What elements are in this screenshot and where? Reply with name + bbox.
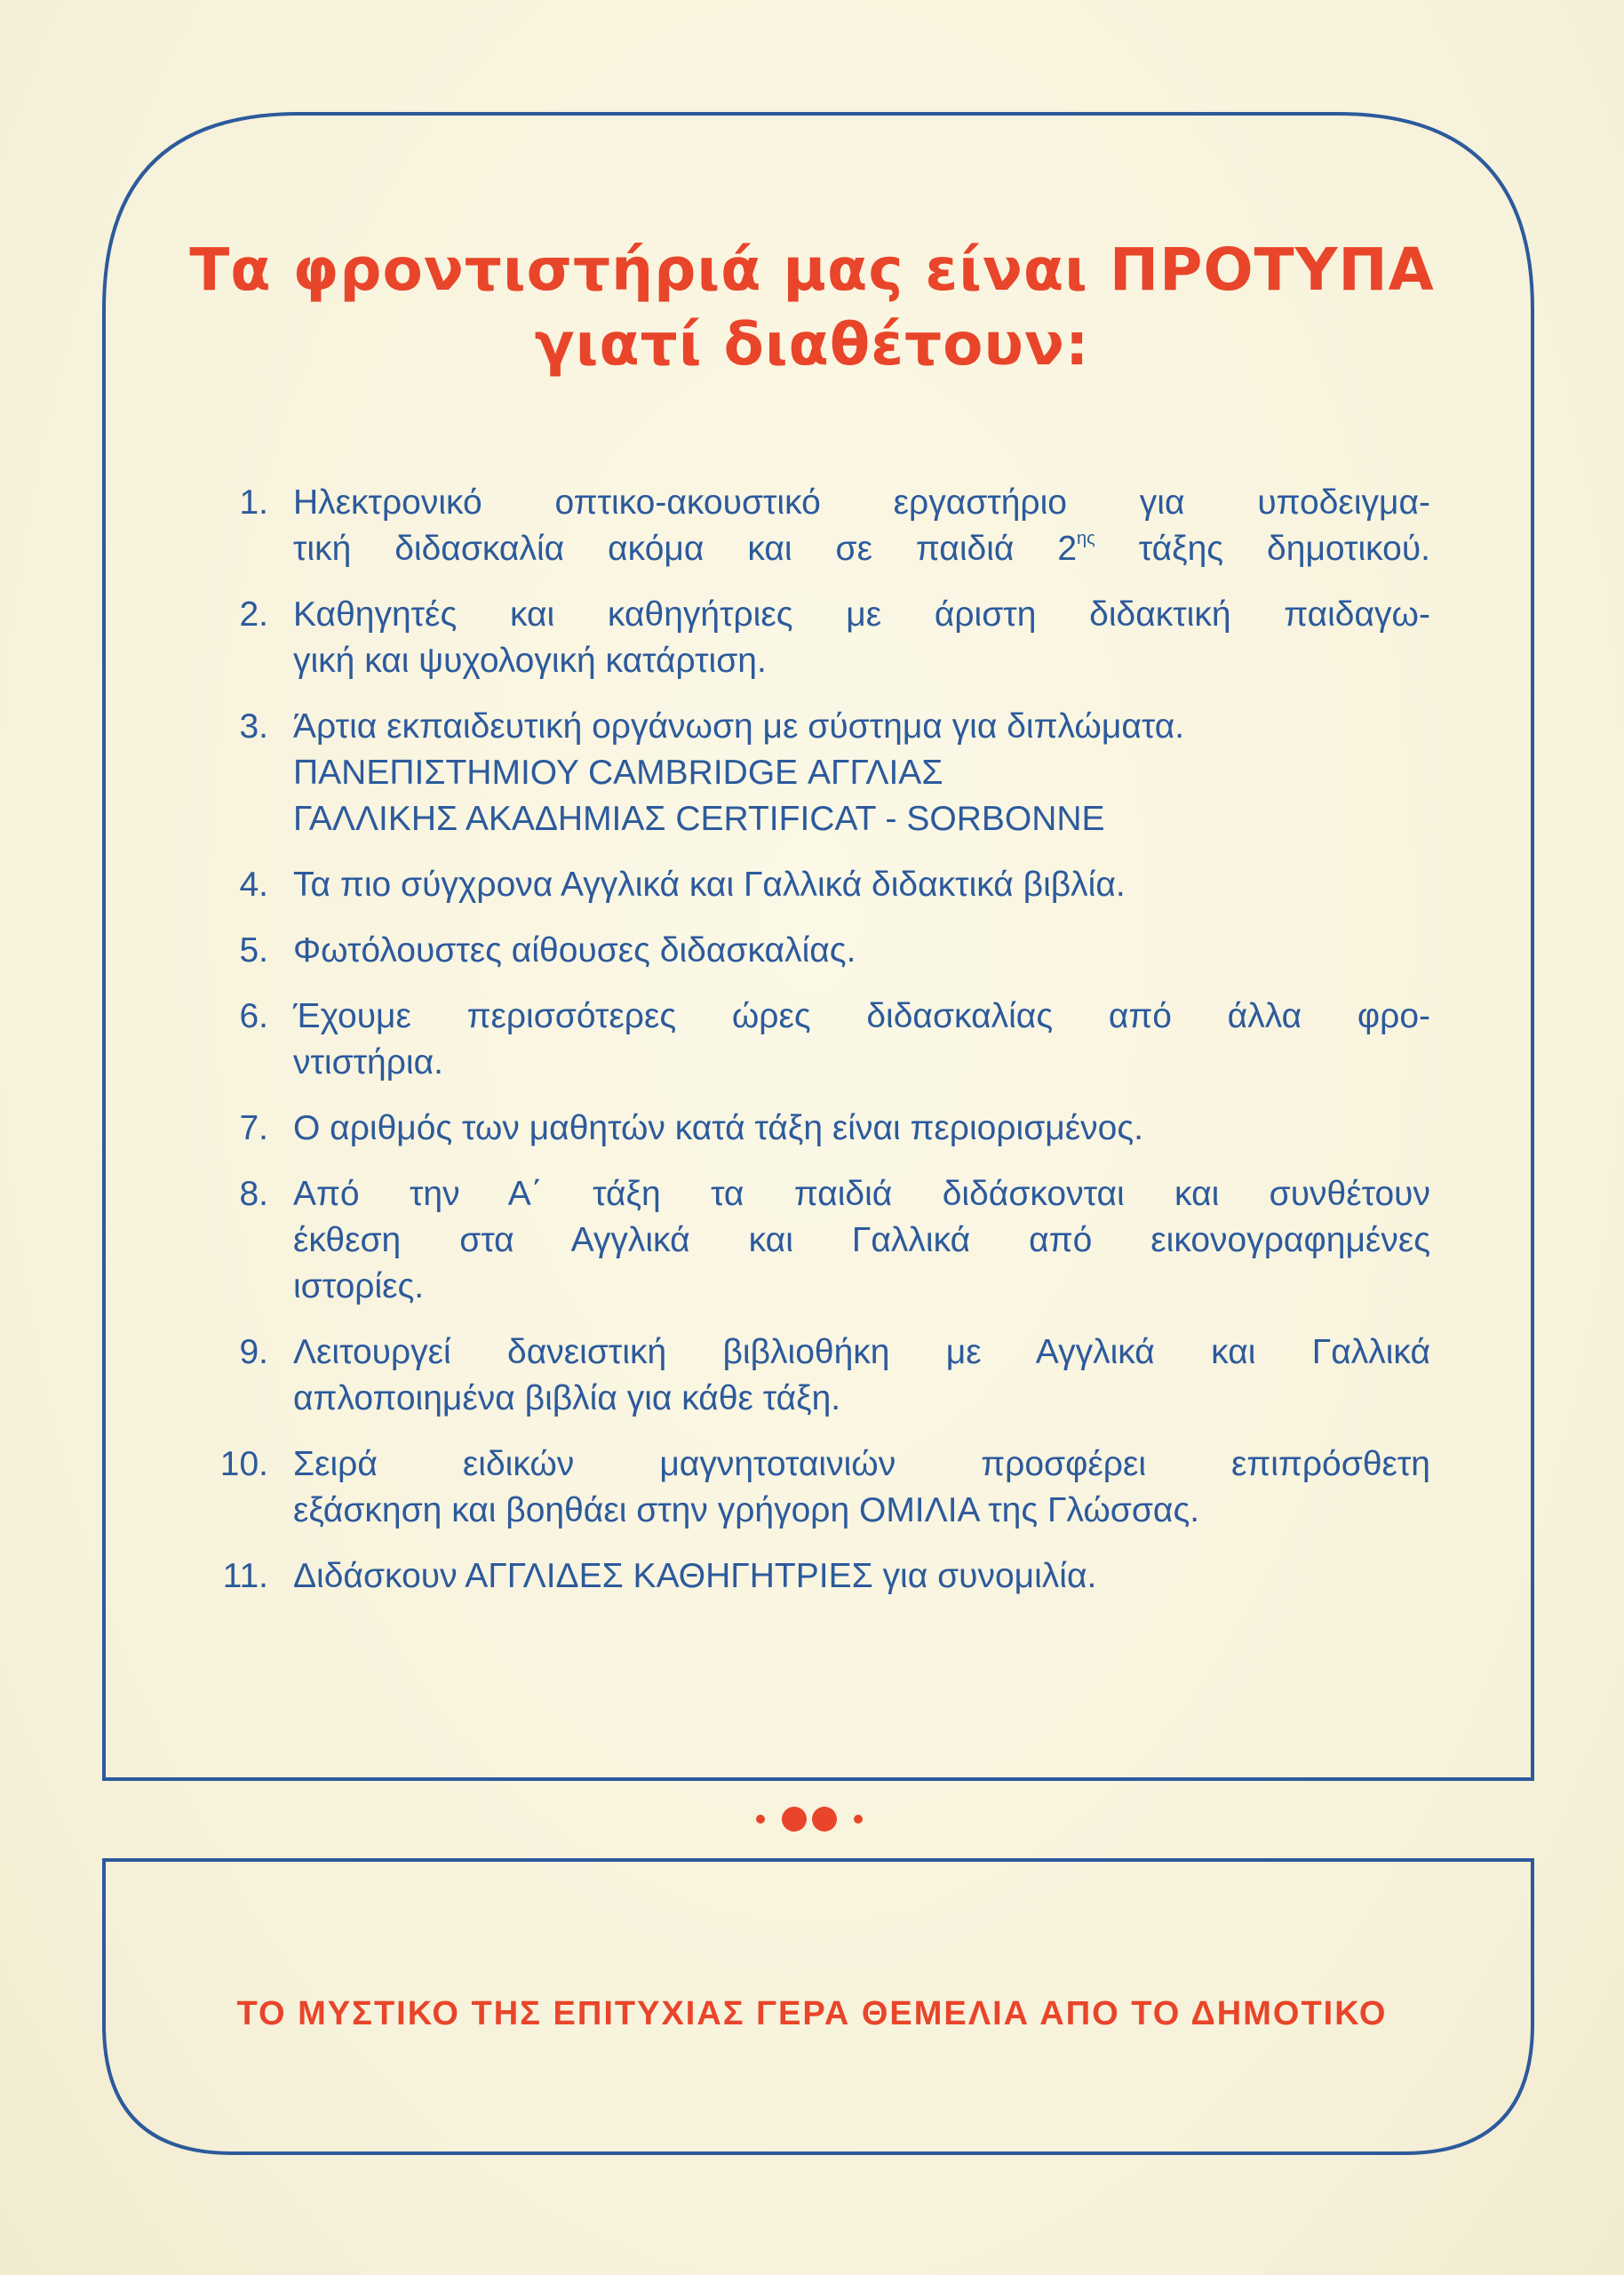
item-line: έκθεση στα Αγγλικά και Γαλλικά από εικονογραφημένες bbox=[293, 1221, 1430, 1259]
item-text bbox=[293, 928, 1430, 974]
item-number: 7. bbox=[239, 1109, 268, 1147]
item-line: Άρτια εκπαιδευτική οργάνωση με σύστημα για διπλώματα. bbox=[293, 707, 1185, 746]
headline-line-1: Τα φροντιστήριά μας είναι ΠΡΟΤΥΠΑ bbox=[189, 235, 1435, 304]
large-dot-left bbox=[782, 1807, 807, 1832]
item-line: Σειρά ειδικών μαγνητοταινιών προσφέρει επιπρόσθετη bbox=[293, 1445, 1430, 1483]
item-line: Φωτόλουστες αίθουσες διδασκαλίας. bbox=[293, 931, 856, 970]
list-item bbox=[204, 928, 1430, 974]
item-number: 10. bbox=[219, 1445, 268, 1483]
footer-slogan: ΤΟ ΜΥΣΤΙΚΟ ΤΗΣ ΕΠΙΤΥΧΙΑΣ ΓΕΡΑ ΘΕΜΕΛΙΑ ΑΠΟ ΤΟ ΔΗΜΟΤΙΚΟ bbox=[236, 1995, 1388, 2032]
item-line: Ηλεκτρονικό οπτικο-ακουστικό εργαστήριο για υποδειγμα- bbox=[293, 483, 1430, 522]
item-number: 1. bbox=[239, 483, 268, 522]
small-dot-right bbox=[854, 1815, 863, 1824]
list-item bbox=[204, 1329, 1430, 1422]
item-number: 5. bbox=[239, 931, 268, 970]
item-number: 2. bbox=[239, 595, 268, 634]
item-line: ντιστήρια. bbox=[293, 1043, 443, 1082]
item-number: 11. bbox=[222, 1557, 268, 1595]
item-line: ιστορίες. bbox=[293, 1267, 425, 1305]
list-item bbox=[204, 1171, 1430, 1310]
item-line bbox=[293, 526, 1430, 572]
item-text bbox=[293, 1553, 1430, 1600]
item-text bbox=[293, 1171, 1430, 1310]
list-item bbox=[204, 862, 1430, 908]
item-line: Διδάσκουν ΑΓΓΛΙΔΕΣ ΚΑΘΗΓΗΤΡΙΕΣ για συνομιλία. bbox=[293, 1557, 1097, 1595]
item-line: γική και ψυχολογική κατάρτιση. bbox=[293, 642, 767, 680]
large-dot-right bbox=[812, 1807, 837, 1832]
item-line: Ο αριθμός των μαθητών κατά τάξη είναι περιορισμένος. bbox=[293, 1109, 1143, 1147]
item-line-part: τική διδασκαλία ακόμα και σε παιδιά 2 bbox=[293, 530, 1078, 568]
dots-ornament bbox=[743, 1801, 885, 1837]
item-line: Από την Α΄ τάξη τα παιδιά διδάσκονται και συνθέτουν bbox=[293, 1175, 1430, 1213]
list-item bbox=[204, 480, 1430, 572]
item-line: ΠΑΝΕΠΙΣΤΗΜΙΟΥ CAMBRIDGE ΑΓΓΛΙΑΣ bbox=[293, 754, 943, 792]
item-line-part: τάξης δημοτικού. bbox=[1095, 530, 1430, 568]
item-number: 8. bbox=[239, 1175, 268, 1213]
item-text bbox=[293, 704, 1430, 842]
item-text bbox=[293, 592, 1430, 684]
item-line: ΓΑΛΛΙΚΗΣ ΑΚΑΔΗΜΙΑΣ CERTIFICAT - SORBONNE bbox=[293, 800, 1105, 838]
item-line: Έχουμε περισσότερες ώρες διδασκαλίας από άλλα φρο- bbox=[293, 997, 1430, 1035]
headline-line-2: γιατί διαθέτουν: bbox=[534, 310, 1090, 379]
item-text bbox=[293, 1329, 1430, 1422]
item-number: 4. bbox=[239, 866, 268, 904]
list-item bbox=[204, 1441, 1430, 1534]
item-number: 9. bbox=[239, 1333, 268, 1371]
item-line: Τα πιο σύγχρονα Αγγλικά και Γαλλικά διδακτικά βιβλία. bbox=[293, 866, 1126, 904]
item-text bbox=[293, 994, 1430, 1086]
headline bbox=[178, 233, 1446, 382]
item-line: εξάσκηση και βοηθάει στην γρήγορη ΟΜΙΛΙΑ της Γλώσσας. bbox=[293, 1491, 1200, 1529]
item-text bbox=[293, 862, 1430, 908]
item-line: απλοποιημένα βιβλία για κάθε τάξη. bbox=[293, 1379, 841, 1417]
small-dot-left bbox=[756, 1815, 765, 1824]
item-text bbox=[293, 1106, 1430, 1152]
item-text bbox=[293, 1441, 1430, 1534]
item-number: 3. bbox=[239, 707, 268, 746]
list-item bbox=[204, 1553, 1430, 1600]
list-item bbox=[204, 994, 1430, 1086]
ordinal-suffix: ης bbox=[1077, 529, 1095, 548]
item-line: Λειτουργεί δανειστική βιβλιοθήκη με Αγγλικά και Γαλλικά bbox=[293, 1333, 1430, 1371]
list-item bbox=[204, 704, 1430, 842]
features-list bbox=[204, 480, 1430, 1619]
item-line: Καθηγητές και καθηγήτριες με άριστη διδακτική παιδαγω- bbox=[293, 595, 1430, 634]
list-item bbox=[204, 1106, 1430, 1152]
item-number: 6. bbox=[239, 997, 268, 1035]
item-text bbox=[293, 480, 1430, 572]
list-item bbox=[204, 592, 1430, 684]
